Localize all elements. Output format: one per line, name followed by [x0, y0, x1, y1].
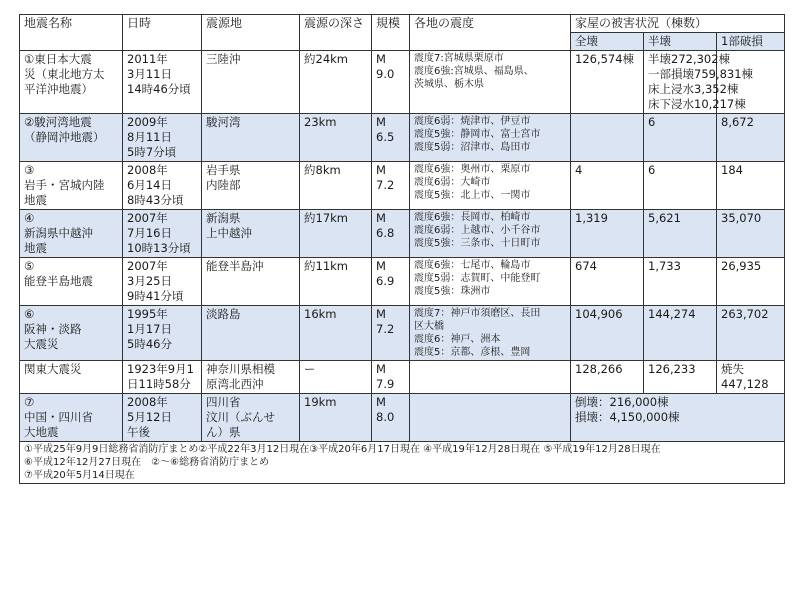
half-line: 5,621	[648, 211, 681, 225]
half-line: 半壊272,302棟	[648, 52, 731, 66]
header-full-collapse: 全壊	[571, 33, 644, 51]
cell-epicenter	[202, 361, 300, 394]
date-line: 5時46分	[127, 337, 172, 351]
name-line: 地震	[24, 193, 47, 207]
magnitude-line: 7.2	[376, 178, 395, 192]
name-line: 地震	[24, 241, 47, 255]
half-line: 144,274	[648, 307, 696, 321]
cell-depth: 16km	[300, 306, 372, 361]
cell-name	[20, 114, 123, 162]
header-epicenter: 震源地	[202, 15, 300, 51]
magnitude-line: 7.2	[376, 322, 395, 336]
cell-partial-damage: 35,070	[717, 210, 785, 258]
epicenter-line: 汶川（ぶんせ	[206, 410, 275, 424]
cell-half-collapse	[644, 361, 717, 394]
cell-intensity	[410, 114, 571, 162]
magnitude-line: M	[376, 52, 386, 66]
epicenter-line: 岩手県	[206, 163, 241, 177]
cell-full-collapse: 128,266	[571, 361, 644, 394]
table-row	[20, 361, 785, 394]
epicenter-line: 淡路島	[206, 307, 241, 321]
cell-intensity	[410, 361, 571, 394]
name-line: （静岡沖地震）	[24, 130, 105, 144]
intensity-line: 茨城県、栃木県	[414, 79, 484, 90]
date-line: 午後	[127, 425, 150, 439]
cell-half-collapse	[644, 162, 717, 210]
cell-half-collapse	[644, 210, 717, 258]
magnitude-line: M	[376, 395, 386, 409]
cell-depth: ー	[300, 361, 372, 394]
cell-depth: 約24km	[300, 51, 372, 114]
cell-half-collapse	[644, 114, 717, 162]
cell-depth: 約11km	[300, 258, 372, 306]
intensity-line: 震度6弱：焼津市、伊豆市	[414, 116, 531, 127]
date-line: 6月14日	[127, 178, 172, 192]
cell-intensity	[410, 258, 571, 306]
cell-partial-damage: 26,935	[717, 258, 785, 306]
cell-magnitude	[372, 306, 410, 361]
table-row	[20, 51, 785, 114]
intensity-line: 震度5弱：沼津市、島田市	[414, 142, 531, 153]
cell-intensity	[410, 51, 571, 114]
epicenter-line: 新潟県	[206, 211, 241, 225]
date-line: 1923年9月1	[127, 362, 194, 376]
notes-cell	[20, 442, 785, 484]
cell-partial-damage: 8,672	[717, 114, 785, 162]
epicenter-line: 上中越沖	[206, 226, 252, 240]
damage-line: 損壊：4,150,000棟	[575, 410, 680, 424]
cell-epicenter	[202, 114, 300, 162]
cell-magnitude	[372, 210, 410, 258]
cell-half-collapse	[644, 51, 754, 114]
cell-magnitude	[372, 162, 410, 210]
note-line: ⑦平成20年5月14日現在	[24, 470, 135, 481]
magnitude-line: 6.5	[376, 130, 395, 144]
header-name: 地震名称	[20, 15, 123, 51]
header-intensity: 各地の震度	[410, 15, 571, 51]
epicenter-line: 原湾北西沖	[206, 377, 264, 391]
cell-depth: 約17km	[300, 210, 372, 258]
half-line: 床下浸水10,217棟	[648, 97, 746, 111]
notes-body	[20, 442, 785, 484]
table-row	[20, 258, 785, 306]
cell-full-collapse: 126,574棟	[571, 51, 644, 114]
cell-epicenter	[202, 394, 300, 442]
cell-date	[123, 361, 202, 394]
cell-depth: 23km	[300, 114, 372, 162]
cell-partial-damage: 263,702	[717, 306, 785, 361]
half-line: 床上浸水3,352棟	[648, 82, 739, 96]
date-line: 5時7分頃	[127, 145, 177, 159]
cell-depth: 19km	[300, 394, 372, 442]
header-damage: 家屋の被害状況（棟数）	[571, 15, 785, 33]
cell-name	[20, 258, 123, 306]
header-half-collapse: 半壊	[644, 33, 717, 51]
notes-row	[20, 442, 785, 484]
date-line: 2007年	[127, 211, 168, 225]
epicenter-line: 三陸沖	[206, 52, 241, 66]
cell-name	[20, 162, 123, 210]
intensity-line: 震度7:宮城県栗原市	[414, 53, 504, 64]
intensity-line: 震度6強:宮城県、福島県、	[414, 66, 534, 77]
table-row	[20, 114, 785, 162]
cell-full-collapse: 1,319	[571, 210, 644, 258]
name-line: 岩手・宮城内陸	[24, 178, 105, 192]
cell-magnitude	[372, 51, 410, 114]
name-line: ②駿河湾地震	[24, 115, 92, 129]
cell-magnitude	[372, 394, 410, 442]
intensity-line: 震度6強：長岡市、柏崎市	[414, 212, 531, 223]
epicenter-line: ん）県	[206, 425, 241, 439]
cell-date	[123, 258, 202, 306]
magnitude-line: M	[376, 259, 386, 273]
name-line: ④	[24, 211, 35, 225]
date-line: 1995年	[127, 307, 168, 321]
epicenter-line: 四川省	[206, 395, 241, 409]
name-line: 関東大震災	[24, 362, 82, 376]
name-line: ⑤	[24, 259, 35, 273]
epicenter-line: 内陸部	[206, 178, 241, 192]
date-line: 2007年	[127, 259, 168, 273]
half-line: 6	[648, 163, 656, 177]
cell-intensity	[410, 306, 571, 361]
cell-epicenter	[202, 162, 300, 210]
cell-epicenter	[202, 51, 300, 114]
cell-full-collapse: 4	[571, 162, 644, 210]
intensity-line: 震度5強：北上市、一関市	[414, 190, 531, 201]
date-line: 5月12日	[127, 410, 172, 424]
epicenter-line: 能登半島沖	[206, 259, 264, 273]
earthquake-damage-table	[19, 14, 785, 484]
date-line: 9時41分頃	[127, 289, 184, 303]
cell-magnitude	[372, 361, 410, 394]
name-line: 能登半島地震	[24, 274, 93, 288]
header-date: 日時	[123, 15, 202, 51]
header-depth: 震源の深さ	[300, 15, 372, 51]
name-line: ⑥	[24, 307, 35, 321]
name-line: 災（東北地方太	[24, 67, 105, 81]
half-line: 一部損壊759,831棟	[648, 67, 754, 81]
magnitude-line: 9.0	[376, 67, 395, 81]
cell-damage-merged	[571, 394, 785, 442]
cell-epicenter	[202, 306, 300, 361]
magnitude-line: 8.0	[376, 410, 395, 424]
table-body	[20, 51, 785, 442]
date-line: 2009年	[127, 115, 168, 129]
magnitude-line: 6.9	[376, 274, 395, 288]
cell-intensity	[410, 162, 571, 210]
header-magnitude: 規模	[372, 15, 410, 51]
cell-magnitude	[372, 258, 410, 306]
intensity-line: 震度5：京都、彦根、豊岡	[414, 347, 531, 358]
cell-half-collapse	[644, 306, 717, 361]
cell-partial-damage: 184	[717, 162, 785, 210]
table-row	[20, 306, 785, 361]
name-line: ③	[24, 163, 35, 177]
cell-name	[20, 210, 123, 258]
date-line: 8時43分頃	[127, 193, 184, 207]
name-line: 中国・四川省	[24, 410, 93, 424]
header-partial-damage: 1部破損	[717, 33, 785, 51]
date-line: 2011年	[127, 52, 168, 66]
cell-partial-damage: 焼失 447,128	[717, 361, 785, 394]
cell-date	[123, 394, 202, 442]
half-line: 126,233	[648, 362, 696, 376]
cell-date	[123, 210, 202, 258]
intensity-line: 区大橋	[414, 321, 444, 332]
date-line: 日11時58分	[127, 377, 191, 391]
cell-intensity	[410, 394, 571, 442]
intensity-line: 震度5強：三条市、十日町市	[414, 238, 541, 249]
note-line: ①平成25年9月9日総務省消防庁まとめ②平成22年3月12日現在③平成20年6月17日現在 ④平成19年12月28日現在 ⑤平成19年12月28日現在	[24, 444, 661, 455]
intensity-line: 震度5強：珠洲市	[414, 286, 491, 297]
date-line: 3月25日	[127, 274, 172, 288]
date-line: 8月11日	[127, 130, 172, 144]
magnitude-line: M	[376, 163, 386, 177]
half-line: 1,733	[648, 259, 681, 273]
date-line: 1月17日	[127, 322, 172, 336]
cell-intensity	[410, 210, 571, 258]
date-line: 2008年	[127, 163, 168, 177]
intensity-line: 震度6：神戸、洲本	[414, 334, 501, 345]
intensity-line: 震度5強：静岡市、富士宮市	[414, 129, 541, 140]
magnitude-line: 6.8	[376, 226, 395, 240]
magnitude-line: M	[376, 307, 386, 321]
earthquake-table-container	[19, 14, 784, 484]
intensity-line: 震度6弱：上越市、小千谷市	[414, 225, 541, 236]
name-line: 平洋沖地震）	[24, 82, 93, 96]
cell-name	[20, 51, 123, 114]
cell-date	[123, 51, 202, 114]
half-line: 6	[648, 115, 656, 129]
magnitude-line: M	[376, 362, 386, 376]
date-line: 14時46分頃	[127, 82, 191, 96]
epicenter-line: 神奈川県相模	[206, 362, 275, 376]
note-line: ⑥平成12年12月27日現在 ②～⑥総務省消防庁まとめ	[24, 457, 270, 468]
damage-line: 倒壊：216,000棟	[575, 395, 669, 409]
cell-half-collapse	[644, 258, 717, 306]
name-line: ⑦	[24, 395, 35, 409]
magnitude-line: 7.9	[376, 377, 395, 391]
cell-date	[123, 114, 202, 162]
table-row	[20, 210, 785, 258]
cell-name	[20, 361, 123, 394]
cell-full-collapse: 104,906	[571, 306, 644, 361]
cell-epicenter	[202, 210, 300, 258]
cell-full-collapse: 674	[571, 258, 644, 306]
date-line: 7月16日	[127, 226, 172, 240]
epicenter-line: 駿河湾	[206, 115, 241, 129]
name-line: 阪神・淡路	[24, 322, 82, 336]
intensity-line: 震度6強：七尾市、輪島市	[414, 260, 531, 271]
cell-full-collapse	[571, 114, 644, 162]
table-row	[20, 394, 785, 442]
date-line: 2008年	[127, 395, 168, 409]
date-line: 3月11日	[127, 67, 172, 81]
magnitude-line: M	[376, 211, 386, 225]
cell-date	[123, 306, 202, 361]
cell-epicenter	[202, 258, 300, 306]
header-row	[20, 15, 785, 33]
intensity-line: 震度7：神戸市須磨区、長田	[414, 308, 541, 319]
name-line: 大震災	[24, 337, 59, 351]
name-line: 新潟県中越沖	[24, 226, 93, 240]
magnitude-line: M	[376, 115, 386, 129]
date-line: 10時13分頃	[127, 241, 191, 255]
cell-name	[20, 306, 123, 361]
cell-magnitude	[372, 114, 410, 162]
name-line: 大地震	[24, 425, 59, 439]
intensity-line: 震度5弱：志賀町、中能登町	[414, 273, 541, 284]
cell-depth: 約8km	[300, 162, 372, 210]
cell-name	[20, 394, 123, 442]
intensity-line: 震度6弱：大崎市	[414, 177, 491, 188]
table-row	[20, 162, 785, 210]
intensity-line: 震度6強：奥州市、栗原市	[414, 164, 531, 175]
cell-date	[123, 162, 202, 210]
name-line: ①東日本大震	[24, 52, 92, 66]
